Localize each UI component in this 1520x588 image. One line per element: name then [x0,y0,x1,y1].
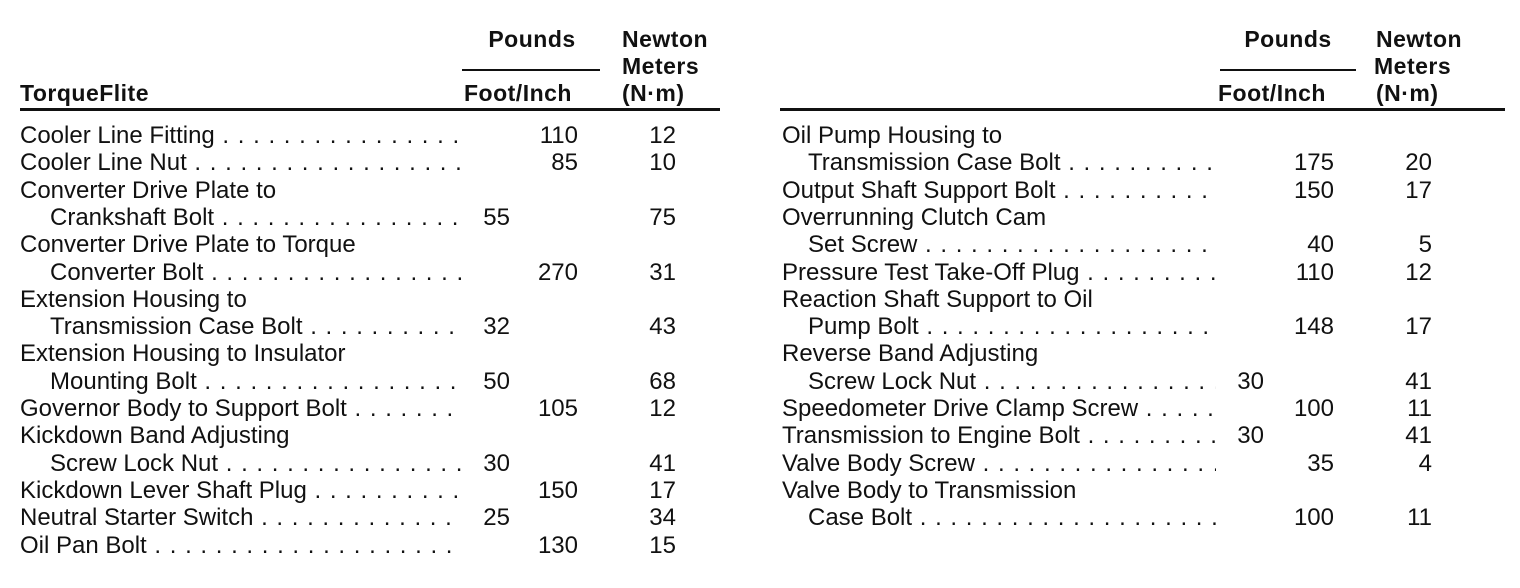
row-label: Overrunning Clutch Cam [782,203,1047,231]
inch-value: 270 [537,258,578,286]
inch-value: 100 [1293,395,1334,422]
newton-header-line3: (N·m) [622,80,685,106]
foot-value: 25 [483,504,510,532]
nm-value: 10 [649,149,676,177]
row-label: Oil Pump Housing to [782,122,1003,149]
torque-row [0,422,740,450]
nm-value: 5 [1418,231,1432,259]
inch-value: 40 [1307,231,1334,259]
torque-row [0,532,740,560]
foot-inch-header: Foot/Inch [1218,80,1326,106]
nm-value: 20 [1405,149,1432,177]
row-label: Mounting Bolt . . . [50,368,462,396]
nm-value: 17 [649,476,676,504]
pounds-header: Pounds [488,26,576,52]
inch-value: 150 [1293,176,1334,204]
section-title: TorqueFlite [20,80,150,106]
torque-row [0,368,740,396]
nm-value: 12 [649,395,676,422]
nm-value: 41 [1405,422,1432,450]
row-label: Oil Pan Bolt . . . [20,532,462,560]
nm-value: 31 [649,258,676,286]
torque-row [760,313,1520,341]
row-label: Set Screw . . . [808,231,1216,259]
nm-value: 75 [649,203,676,231]
nm-value: 34 [649,504,676,532]
torque-row [0,177,740,205]
torque-row [760,368,1520,396]
torque-row [760,477,1520,505]
torque-row [0,313,740,341]
nm-value: 15 [649,531,676,559]
nm-value: 41 [649,449,676,477]
header-rule [780,108,1505,111]
torque-row [760,122,1520,150]
row-label: Crankshaft Bolt . . . [50,204,462,232]
nm-value: 12 [1405,258,1432,286]
torque-row [0,122,740,150]
row-label: Transmission Case Bolt . . . [50,313,462,341]
inch-value: 130 [537,531,578,559]
torque-row [0,259,740,287]
foot-value: 30 [1237,367,1264,395]
torque-row [0,504,740,532]
inch-value: 85 [551,149,578,177]
torque-row [0,477,740,505]
row-label: Neutral Starter Switch . . . [20,504,462,532]
row-label: Speedometer Drive Clamp Screw . . . [782,395,1216,423]
torque-row [760,231,1520,259]
foot-value: 32 [483,313,510,341]
torque-row [760,450,1520,478]
row-label: Extension Housing to Insulator [20,340,346,368]
torque-row [0,450,740,478]
newton-header-line1: Newton [1376,26,1463,52]
foot-inch-header: Foot/Inch [464,80,572,106]
foot-value: 30 [483,449,510,477]
nm-value: 43 [649,313,676,341]
pounds-underline [462,69,600,71]
row-label: Converter Drive Plate to Torque [20,231,356,259]
inch-value: 110 [1295,258,1334,286]
torque-row [0,231,740,259]
inch-value: 148 [1293,313,1334,341]
torque-row [760,177,1520,205]
torque-row [0,149,740,177]
pounds-underline [1220,69,1356,71]
inch-value: 105 [537,395,578,422]
torque-row [760,340,1520,368]
row-label: Case Bolt . . . [808,504,1216,532]
nm-value: 12 [649,122,676,149]
torque-row [760,286,1520,314]
torque-row [0,204,740,232]
newton-header-line2: Meters [1374,53,1452,79]
row-label: Cooler Line Nut . . . [20,149,462,177]
row-label: Screw Lock Nut . . . [50,450,462,478]
row-label: Reverse Band Adjusting [782,340,1039,368]
torque-row [760,422,1520,450]
torque-row [760,395,1520,423]
row-label: Governor Body to Support Bolt . . . [20,395,462,423]
nm-value: 11 [1407,504,1432,532]
newton-header-line2: Meters [622,53,700,79]
nm-value: 17 [1405,176,1432,204]
nm-value: 4 [1418,449,1432,477]
torque-row [0,286,740,314]
nm-value: 11 [1407,395,1432,422]
foot-value: 30 [1237,422,1264,450]
row-label: Screw Lock Nut . . . [808,368,1216,396]
row-label: Valve Body Screw . . . [782,450,1216,478]
row-label: Cooler Line Fitting . . . [20,122,462,150]
torque-row [0,395,740,423]
row-label: Converter Drive Plate to [20,176,277,204]
inch-value: 100 [1293,504,1334,532]
torque-row [0,340,740,368]
nm-value: 68 [649,367,676,395]
foot-value: 50 [483,367,510,395]
inch-value: 35 [1307,449,1334,477]
inch-value: 110 [539,122,578,149]
left-torque-table [0,0,740,588]
row-label: Reaction Shaft Support to Oil [782,285,1093,313]
row-label: Kickdown Band Adjusting [20,422,290,450]
right-torque-table [760,0,1520,588]
nm-value: 41 [1405,367,1432,395]
torque-row [760,204,1520,232]
row-label: Valve Body to Transmission [782,476,1077,504]
foot-value: 55 [483,203,510,231]
torque-row [760,504,1520,532]
row-label: Pump Bolt . . . [808,313,1216,341]
row-label: Converter Bolt . . . [50,259,462,287]
newton-header-line1: Newton [622,26,709,52]
nm-value: 17 [1405,313,1432,341]
torque-row [760,259,1520,287]
inch-value: 150 [537,476,578,504]
row-label: Output Shaft Support Bolt . . . [782,177,1216,205]
torque-row [760,149,1520,177]
header-rule [20,108,720,111]
newton-header-line3: (N·m) [1376,80,1439,106]
row-label: Extension Housing to [20,285,247,313]
row-label: Pressure Test Take-Off Plug . . . [782,259,1216,287]
row-label: Transmission to Engine Bolt . . . [782,422,1216,450]
row-label: Kickdown Lever Shaft Plug . . . [20,477,462,505]
pounds-header: Pounds [1244,26,1332,52]
inch-value: 175 [1293,149,1334,177]
row-label: Transmission Case Bolt . . . [808,149,1216,177]
